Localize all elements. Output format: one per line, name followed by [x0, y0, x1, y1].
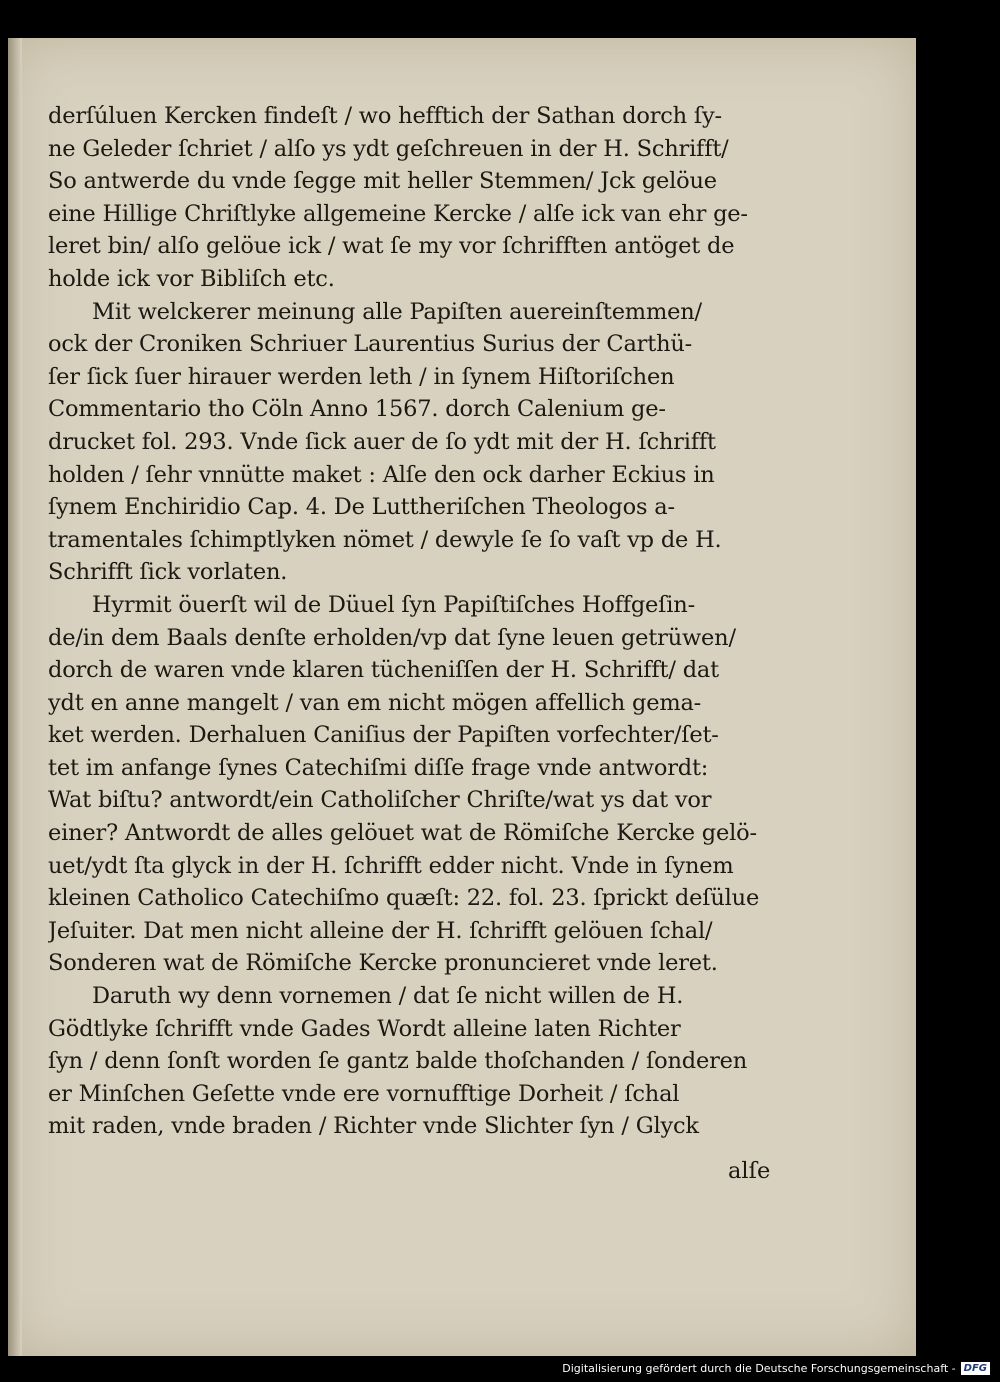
text-line: ket werden. Derhaluen Caniſius der Papiſten vorfechter/ſet-: [48, 722, 719, 749]
text-line: dorch de waren vnde klaren tücheniſſen der H. Schrifft/ dat: [48, 657, 719, 684]
text-line: holden / ſehr vnnütte maket : Alſe den ock darher Eckius in: [48, 461, 715, 488]
text-line: ock der Croniken Schriuer Laurentius Surius der Carthü-: [48, 331, 693, 358]
catchword: alſe: [728, 1158, 771, 1184]
text-line: drucket fol. 293. Vnde ſick auer de ſo ydt mit der H. ſchrifft: [48, 428, 716, 455]
text-line: leret bin/ alſo gelöue ick / wat ſe my vor ſchrifften antöget de: [48, 233, 735, 260]
paragraph-start-line: Mit welckerer meinung alle Papiſten auereinſtemmen/: [92, 298, 702, 325]
text-line: tet im anfange ſynes Catechiſmi diſſe frage vnde antwordt:: [48, 754, 709, 781]
text-line: ſynem Enchiridio Cap. 4. De Luttheriſchen Theologos a-: [48, 494, 675, 521]
text-line: ſer ſick ſuer hirauer werden leth / in ſynem Hiſtoriſchen: [48, 363, 675, 390]
text-line: Commentario tho Cöln Anno 1567. dorch Calenium ge-: [48, 396, 666, 423]
text-line: einer? Antwordt de alles gelöuet wat de Römiſche Kercke gelö-: [48, 820, 757, 847]
text-line: Schrifft ſick vorlaten.: [48, 559, 288, 586]
paragraph-start-line: Daruth wy denn vornemen / dat ſe nicht willen de H.: [92, 983, 684, 1010]
page-gutter-shadow: [8, 38, 22, 1356]
text-line: Jeſuiter. Dat men nicht alleine der H. ſchrifft gelöuen ſchal/: [48, 917, 713, 944]
text-line: mit raden, vnde braden / Richter vnde Slichter ſyn / Glyck: [48, 1113, 699, 1140]
text-line: holde ick vor Bibliſch etc.: [48, 265, 335, 292]
paragraph-start-line: Hyrmit öuerſt wil de Düuel ſyn Papiſtiſches Hoffgeſin-: [92, 591, 695, 618]
page-text: [48, 100, 770, 1143]
text-line: de/in dem Baals denſte erholden/vp dat ſyne leuen getrüwen/: [48, 624, 736, 651]
text-line: Sonderen wat de Römiſche Kercke pronuncieret vnde leret.: [48, 950, 718, 977]
text-line: eine Hillige Chriſtlyke allgemeine Kercke / alſe ick van ehr ge-: [48, 200, 748, 227]
text-line: uet/ydt ſta glyck in der H. ſchrifft edder nicht. Vnde in ſynem: [48, 852, 734, 879]
text-line: Gödtlyke ſchrifft vnde Gades Wordt alleine laten Richter: [48, 1015, 681, 1042]
text-line: ydt en anne mangelt / van em nicht mögen affellich gema-: [48, 689, 702, 716]
text-line: kleinen Catholico Catechiſmo quæſt: 22. fol. 23. ſprickt deſülue: [48, 885, 760, 912]
text-line: derſúluen Kercken findeſt / wo hefftich der Sathan dorch ſy-: [48, 103, 722, 129]
text-line: Wat biſtu? antwordt/ein Catholiſcher Chriſte/wat ys dat vor: [48, 787, 712, 814]
funding-notice: Digitalisierung gefördert durch die Deutsche Forschungsgemeinschaft -: [562, 1361, 956, 1375]
dfg-logo: DFG: [961, 1362, 990, 1375]
text-line: So antwerde du vnde ſegge mit heller Stemmen/ Jck gelöue: [48, 168, 717, 195]
digitization-footer: [562, 1357, 990, 1379]
text-line: ſyn / denn ſonſt worden ſe gantz balde thoſchanden / ſonderen: [48, 1048, 748, 1075]
text-line: ne Geleder ſchriet / alſo ys ydt geſchreuen in der H. Schrifft/: [48, 135, 729, 162]
text-line: er Minſchen Geſette vnde ere vornufftige Dorheit / ſchal: [48, 1080, 680, 1107]
text-line: tramentales ſchimptlyken nömet / dewyle ſe ſo vaſt vp de H.: [48, 526, 722, 553]
